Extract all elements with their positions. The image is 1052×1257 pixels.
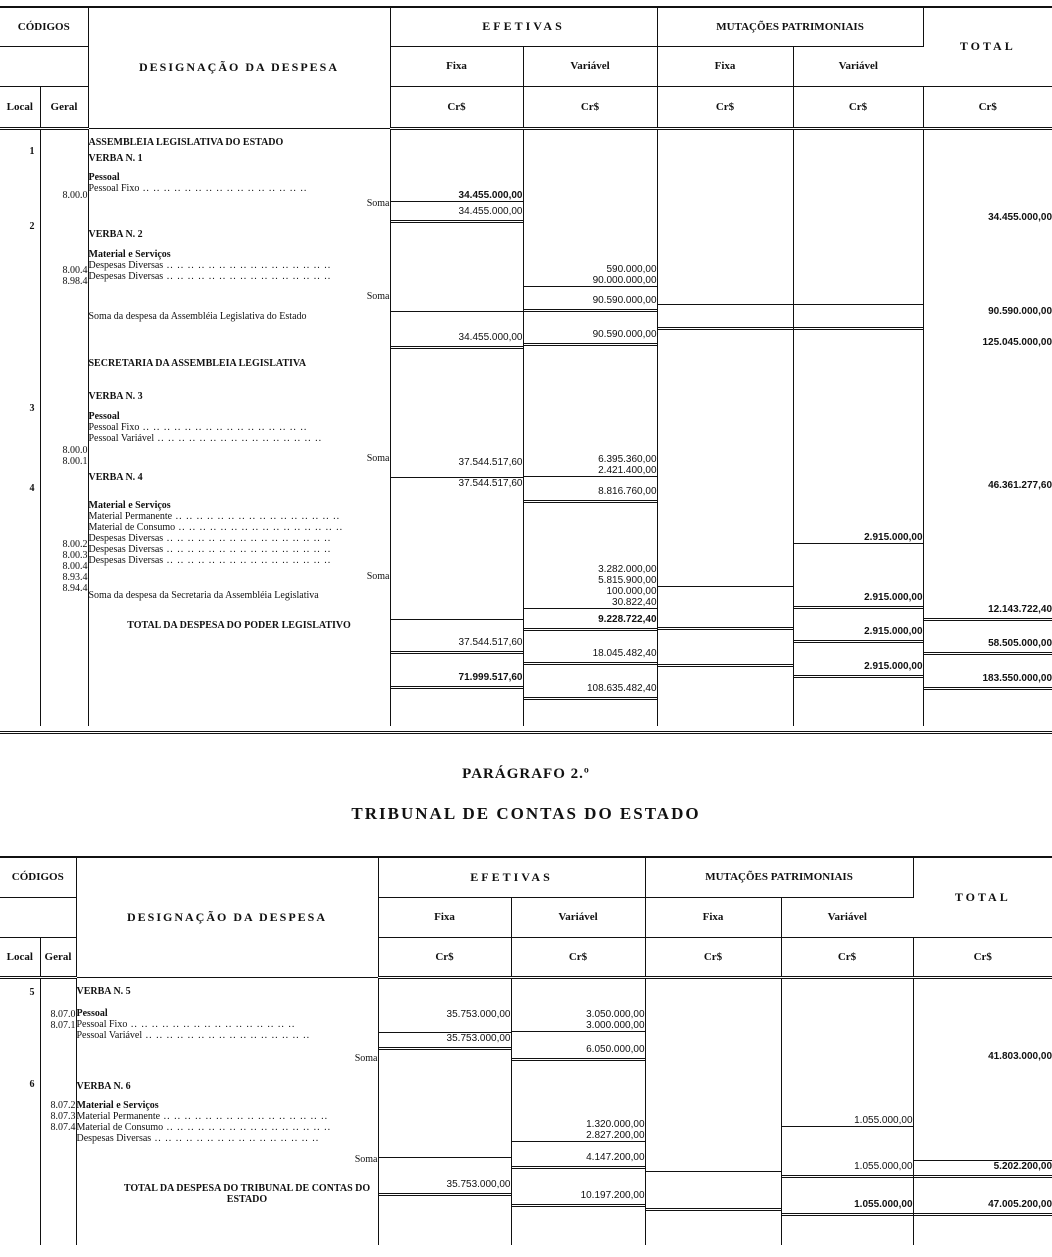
group-label: Material e Serviços <box>88 248 171 260</box>
amount: 100.000,00 <box>606 585 657 597</box>
amount: 590.000,00 <box>606 263 657 275</box>
amount: 35.753.000,00 <box>379 1179 511 1196</box>
amount: 34.455.000,00 <box>391 206 523 223</box>
geral-code: 8.00.0 <box>62 444 88 456</box>
geral-code: 8.07.1 <box>50 1019 76 1031</box>
currency-label: Cr$ <box>390 86 523 128</box>
item-desc: Pessoal Fixo .. .. <box>89 183 390 194</box>
amount: 3.050.000,00 <box>586 1008 645 1020</box>
local-code: 6 <box>29 1078 35 1090</box>
group-label: Pessoal <box>76 1007 108 1019</box>
efetivas-fixa-header: Fixa <box>390 46 523 86</box>
amount: 90.590.000,00 <box>524 329 657 346</box>
amount: 12.143.722,40 <box>924 604 1052 621</box>
currency-label: Cr$ <box>781 937 913 977</box>
section-title: ASSEMBLÉIA LEGISLATIVA DO ESTADO <box>88 136 284 148</box>
mutacoes-variavel-header: Variável <box>793 46 923 86</box>
amount: 90.000.000,00 <box>524 275 657 287</box>
efetivas-header: EFETIVAS <box>390 8 657 46</box>
amount: 2.915.000,00 <box>794 592 923 609</box>
local-codes-column <box>0 128 40 726</box>
subtotal-desc: Soma da despesa da Assembléia Legislativa do Estado <box>88 310 307 322</box>
geral-code: 8.00.0 <box>62 189 88 201</box>
grand-total-desc: TOTAL DA DESPESA DO PODER LEGISLATIVO <box>127 619 351 631</box>
mutacoes-variavel-column <box>793 128 923 726</box>
geral-code: 8.00.1 <box>62 455 88 467</box>
mutacoes-fixa-header: Fixa <box>645 897 781 937</box>
amount: 35.753.000,00 <box>446 1008 511 1020</box>
mutacoes-variavel-column <box>781 977 913 1245</box>
geral-code: 8.98.4 <box>62 275 88 287</box>
local-code: 1 <box>29 145 35 157</box>
geral-code: 8.07.3 <box>50 1110 76 1122</box>
item-desc: Material Permanente .. .. <box>89 511 390 522</box>
geral-codes-column <box>40 128 88 726</box>
currency-label: Cr$ <box>913 937 1052 977</box>
amount: 46.361.277,60 <box>988 479 1052 491</box>
amount: 9.228.722,40 <box>524 614 657 631</box>
amount: 4.147.200,00 <box>512 1152 645 1169</box>
group-label: Pessoal <box>88 171 120 183</box>
amount: 125.045.000,00 <box>982 336 1052 348</box>
item-desc: Pessoal Variável .. .. <box>89 433 390 444</box>
amount: 18.045.482,40 <box>524 648 657 665</box>
currency-label: Cr$ <box>645 937 781 977</box>
mutacoes-fixa-column <box>657 128 793 726</box>
geral-code: 8.94.4 <box>62 582 88 594</box>
local-code: 4 <box>29 482 35 494</box>
efetivas-header: EFETIVAS <box>378 858 645 897</box>
item-desc: Material de Consumo .. .. <box>89 522 390 533</box>
currency-label: Cr$ <box>923 86 1052 128</box>
amount: 41.803.000,00 <box>988 1050 1052 1062</box>
designacao-column <box>76 977 378 1245</box>
soma-label: Soma <box>366 570 390 582</box>
verba-label: VERBA N. 3 <box>88 390 143 402</box>
amount: 2.915.000,00 <box>794 661 923 678</box>
amount: 37.544.517,60 <box>458 477 523 489</box>
efetivas-fixa-column <box>378 977 511 1245</box>
total-column <box>923 128 1052 726</box>
amount: 35.753.000,00 <box>379 1033 511 1050</box>
section-title: SECRETARIA DA ASSEMBLEIA LEGISLATIVA <box>88 357 307 369</box>
mutacoes-fixa-header: Fixa <box>657 46 793 86</box>
item-desc: Despesas Diversas .. .. <box>89 544 390 555</box>
amount: 30.822,40 <box>524 597 657 609</box>
amount: 2.915.000,00 <box>794 532 923 544</box>
designacao-header: DESIGNAÇÃO DA DESPESA <box>88 8 390 128</box>
amount: 5.815.900,00 <box>598 574 657 586</box>
budget-table-tribunal <box>0 856 1052 1245</box>
geral-code: 8.00.4 <box>62 264 88 276</box>
amount: 108.635.482,40 <box>524 683 657 700</box>
verba-label: VERBA N. 1 <box>88 152 143 164</box>
subtotal-desc: Soma da despesa da Secretaria da Assembléia Legislativa <box>88 589 319 601</box>
amount: 3.000.000,00 <box>512 1020 645 1032</box>
grand-total-desc: TOTAL DA DESPESA DO TRIBUNAL DE CONTAS DO ESTADO <box>123 1182 371 1205</box>
amount: 2.915.000,00 <box>794 626 923 643</box>
item-desc: Despesas Diversas .. .. <box>89 555 390 566</box>
item-desc: Material de Consumo .. .. <box>77 1122 378 1133</box>
soma-label: Soma <box>366 290 390 302</box>
codigos-header: CÓDIGOS <box>0 8 88 46</box>
amount: 3.282.000,00 <box>598 563 657 575</box>
section-divider <box>0 731 1052 734</box>
amount: 8.816.760,00 <box>524 486 657 503</box>
currency-label: Cr$ <box>793 86 923 128</box>
currency-label: Cr$ <box>511 937 645 977</box>
designacao-column <box>88 128 390 726</box>
amount: 90.590.000,00 <box>524 295 657 312</box>
efetivas-variavel-header: Variável <box>523 46 657 86</box>
amount: 2.827.200,00 <box>512 1130 645 1142</box>
amount: 34.455.000,00 <box>391 332 523 349</box>
local-header: Local <box>0 86 40 128</box>
amount: 6.050.000,00 <box>512 1044 645 1061</box>
efetivas-variavel-header: Variável <box>511 897 645 937</box>
item-desc: Material Permanente .. .. <box>77 1111 378 1122</box>
budget-table-legislative <box>0 6 1052 726</box>
mutacoes-header: MUTAÇÕES PATRIMONIAIS <box>657 8 923 46</box>
item-desc: Pessoal Fixo .. .. <box>89 422 390 433</box>
item-desc: Despesas Diversas .. .. <box>89 271 390 282</box>
local-code: 3 <box>29 402 35 414</box>
amount: 2.421.400,00 <box>524 465 657 477</box>
amount: 34.455.000,00 <box>988 211 1052 223</box>
item-desc: Despesas Diversas .. .. <box>89 260 390 271</box>
total-header: TOTAL <box>923 8 1052 86</box>
geral-header: Geral <box>40 86 88 128</box>
designacao-header: DESIGNAÇÃO DA DESPESA <box>76 858 378 977</box>
verba-label: VERBA N. 2 <box>88 228 143 240</box>
amount: 10.197.200,00 <box>512 1190 645 1207</box>
currency-label: Cr$ <box>378 937 511 977</box>
geral-code: 8.00.4 <box>62 560 88 572</box>
item-desc: Despesas Diversas .. .. <box>77 1133 378 1144</box>
item-desc: Despesas Diversas .. .. <box>89 533 390 544</box>
amount: 47.005.200,00 <box>914 1199 1052 1216</box>
paragraph-heading: PARÁGRAFO 2.º <box>462 766 590 782</box>
amount: 58.505.000,00 <box>924 638 1052 655</box>
mutacoes-variavel-header: Variável <box>781 897 913 937</box>
local-code: 5 <box>29 986 35 998</box>
group-label: Material e Serviços <box>88 499 171 511</box>
efetivas-variavel-column <box>511 977 645 1245</box>
local-code: 2 <box>29 220 35 232</box>
amount: 37.544.517,60 <box>458 456 523 468</box>
efetivas-fixa-column <box>390 128 523 726</box>
total-header: TOTAL <box>913 858 1052 937</box>
amount: 71.999.517,60 <box>391 672 523 689</box>
currency-label: Cr$ <box>523 86 657 128</box>
efetivas-variavel-column <box>523 128 657 726</box>
soma-label: Soma <box>354 1153 378 1165</box>
geral-code: 8.07.4 <box>50 1121 76 1133</box>
local-header: Local <box>0 937 40 977</box>
amount: 5.202.200,00 <box>914 1161 1052 1178</box>
geral-code: 8.93.4 <box>62 571 88 583</box>
total-column <box>913 977 1052 1245</box>
geral-header: Geral <box>40 937 76 977</box>
amount: 1.055.000,00 <box>782 1115 913 1127</box>
item-desc: Pessoal Fixo .. .. <box>77 1019 378 1030</box>
verba-label: VERBA N. 6 <box>76 1080 131 1092</box>
tribunal-heading: TRIBUNAL DE CONTAS DO ESTADO <box>351 804 701 823</box>
efetivas-fixa-header: Fixa <box>378 897 511 937</box>
geral-code: 8.00.3 <box>62 549 88 561</box>
codigos-header: CÓDIGOS <box>0 858 76 897</box>
geral-code: 8.07.2 <box>50 1099 76 1111</box>
group-label: Pessoal <box>88 410 120 422</box>
soma-label: Soma <box>366 197 390 209</box>
item-desc: Pessoal Variável .. .. <box>77 1030 378 1041</box>
geral-code: 8.00.2 <box>62 538 88 550</box>
local-codes-column <box>0 977 40 1245</box>
amount: 183.550.000,00 <box>924 673 1052 690</box>
soma-label: Soma <box>354 1052 378 1064</box>
geral-codes-column <box>40 977 76 1245</box>
geral-code: 8.07.0 <box>50 1008 76 1020</box>
amount: 1.320.000,00 <box>586 1118 645 1130</box>
amount: 34.455.000,00 <box>391 190 523 202</box>
verba-label: VERBA N. 5 <box>76 985 131 997</box>
soma-label: Soma <box>366 452 390 464</box>
mutacoes-header: MUTAÇÕES PATRIMONIAIS <box>645 858 913 897</box>
amount: 37.544.517,60 <box>391 637 523 654</box>
verba-label: VERBA N. 4 <box>88 471 143 483</box>
amount: 1.055.000,00 <box>782 1161 913 1178</box>
amount: 90.590.000,00 <box>988 305 1052 317</box>
amount: 1.055.000,00 <box>782 1199 913 1216</box>
currency-label: Cr$ <box>657 86 793 128</box>
mutacoes-fixa-column <box>645 977 781 1245</box>
amount: 6.395.360,00 <box>598 453 657 465</box>
group-label: Material e Serviços <box>76 1099 159 1111</box>
